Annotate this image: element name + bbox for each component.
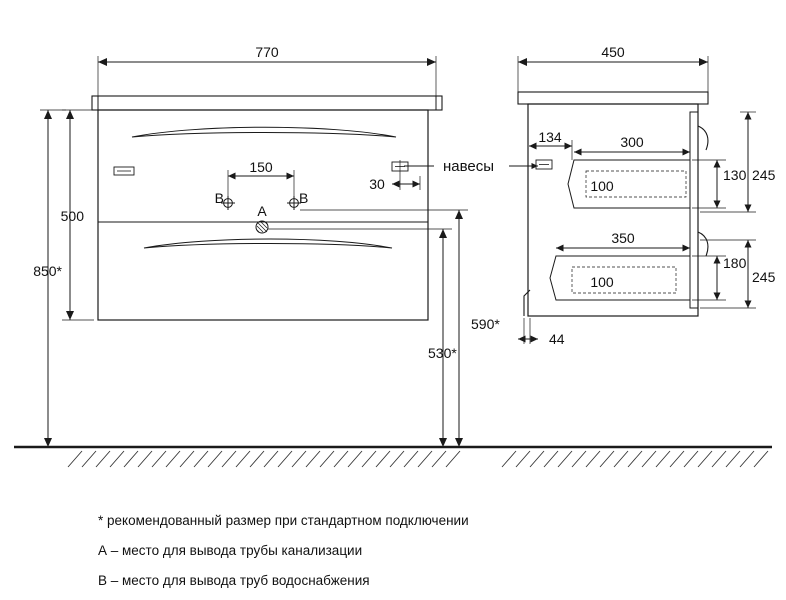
side-countertop <box>518 92 708 104</box>
side-drawer-upper <box>568 160 690 208</box>
floor-hatch-right <box>502 451 768 467</box>
side-base-bracket <box>524 290 530 316</box>
side-hanger-rail <box>690 112 698 308</box>
label-130: 130 <box>723 167 747 183</box>
front-handle-upper <box>132 127 396 137</box>
side-hanger-hook-upper <box>698 126 708 150</box>
label-134: 134 <box>538 129 562 145</box>
drain-marker <box>256 221 268 233</box>
label-245-upper: 245 <box>752 167 776 183</box>
label-B-left: B <box>214 190 224 206</box>
label-A: A <box>257 203 267 219</box>
front-view-group <box>40 56 538 447</box>
label-500: 500 <box>60 208 84 224</box>
label-100-upper: 100 <box>590 178 614 194</box>
label-850: 850* <box>33 263 62 279</box>
label-150: 150 <box>249 159 273 175</box>
label-44: 44 <box>549 331 565 347</box>
floor-hatch-left <box>68 451 460 467</box>
note-marker-a: А – место для вывода трубы канализации <box>98 543 363 558</box>
label-530: 530* <box>428 345 457 361</box>
side-drawer-lower <box>550 256 690 300</box>
label-B-right: B <box>299 190 309 206</box>
label-180: 180 <box>723 255 747 271</box>
label-300: 300 <box>620 134 644 150</box>
label-hangers: навесы <box>443 158 495 175</box>
floor-group <box>14 447 772 467</box>
note-marker-b: В – место для вывода труб водоснабжения <box>98 573 370 588</box>
label-770: 770 <box>255 44 279 60</box>
label-450: 450 <box>601 44 625 60</box>
label-100-lower: 100 <box>590 274 614 290</box>
side-drawer-lower-inner <box>572 267 676 293</box>
legend-notes <box>98 506 718 596</box>
front-countertop <box>92 96 442 110</box>
label-590: 590* <box>471 316 500 332</box>
front-handle-lower <box>144 239 392 248</box>
note-recommended-size: * рекомендованный размер при стандартном подключении <box>98 513 469 528</box>
label-30: 30 <box>369 176 385 192</box>
side-hanger-hook-lower <box>698 232 708 256</box>
side-view-group <box>518 56 756 344</box>
label-245-lower: 245 <box>752 269 776 285</box>
label-350: 350 <box>611 230 635 246</box>
